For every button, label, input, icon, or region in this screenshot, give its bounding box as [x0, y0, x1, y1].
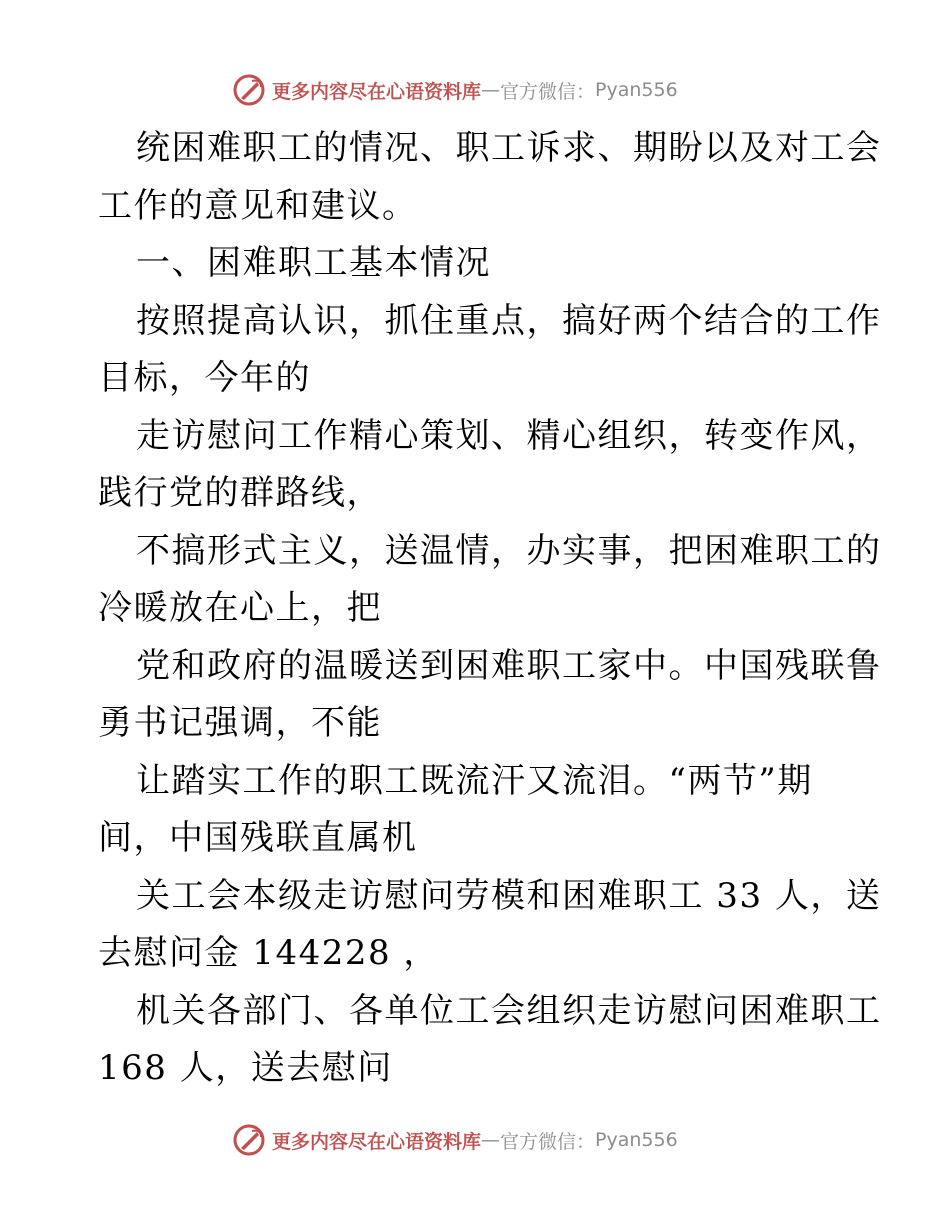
- paragraph-line: 勇书记强调，不能: [98, 703, 382, 743]
- paragraph-line: 按照提高认识，抓住重点，搞好两个结合的工作: [136, 300, 882, 341]
- watermark-site-text: 更多内容尽在心语资料库: [272, 1130, 482, 1153]
- quill-pen-logo-icon: [232, 1123, 266, 1157]
- watermark-wechat-id: Pyan556: [595, 1129, 678, 1151]
- watermark-site-text: 更多内容尽在心语资料库: [272, 80, 482, 103]
- paragraph-line: 冷暖放在心上，把: [98, 588, 382, 628]
- paragraph-line: 目标，今年的: [98, 358, 311, 398]
- section-heading: 一、困难职工基本情况: [136, 243, 491, 283]
- paragraph-line: 党和政府的温暖送到困难职工家中。中国残联鲁: [136, 645, 882, 686]
- paragraph-line: 168 人，送去慰问: [98, 1048, 393, 1088]
- footer-watermark: [232, 1120, 678, 1160]
- paragraph-line: 机关各部门、各单位工会组织走访慰问困难职工: [136, 990, 882, 1031]
- paragraph-line: 去慰问金 144228 ，: [98, 933, 439, 973]
- paragraph-line: 工作的意见和建议。: [98, 185, 418, 226]
- watermark-separator: —: [481, 79, 501, 101]
- watermark-wechat-label: 官方微信：: [500, 1130, 596, 1153]
- watermark-wechat-label: 官方微信：: [500, 80, 596, 103]
- watermark-wechat-id: Pyan556: [595, 79, 678, 101]
- paragraph-line: 不搞形式主义，送温情，办实事，把困难职工的: [136, 530, 882, 571]
- paragraph-line: 统困难职工的情况、职工诉求、期盼以及对工会: [136, 128, 882, 168]
- paragraph-line: 践行党的群路线，: [98, 473, 382, 513]
- paragraph-line: 让踏实工作的职工既流汗又流泪。“两节”期: [136, 760, 813, 801]
- paragraph-line: 关工会本级走访慰问劳模和困难职工 33 人，送: [136, 875, 882, 916]
- quill-pen-logo-icon: [232, 73, 266, 107]
- paragraph-line: 间，中国残联直属机: [98, 818, 418, 858]
- document-body: [98, 120, 882, 1098]
- paragraph-line: 走访慰问工作精心策划、精心组织，转变作风，: [136, 415, 882, 456]
- header-watermark: [232, 70, 678, 110]
- watermark-separator: —: [481, 1129, 501, 1151]
